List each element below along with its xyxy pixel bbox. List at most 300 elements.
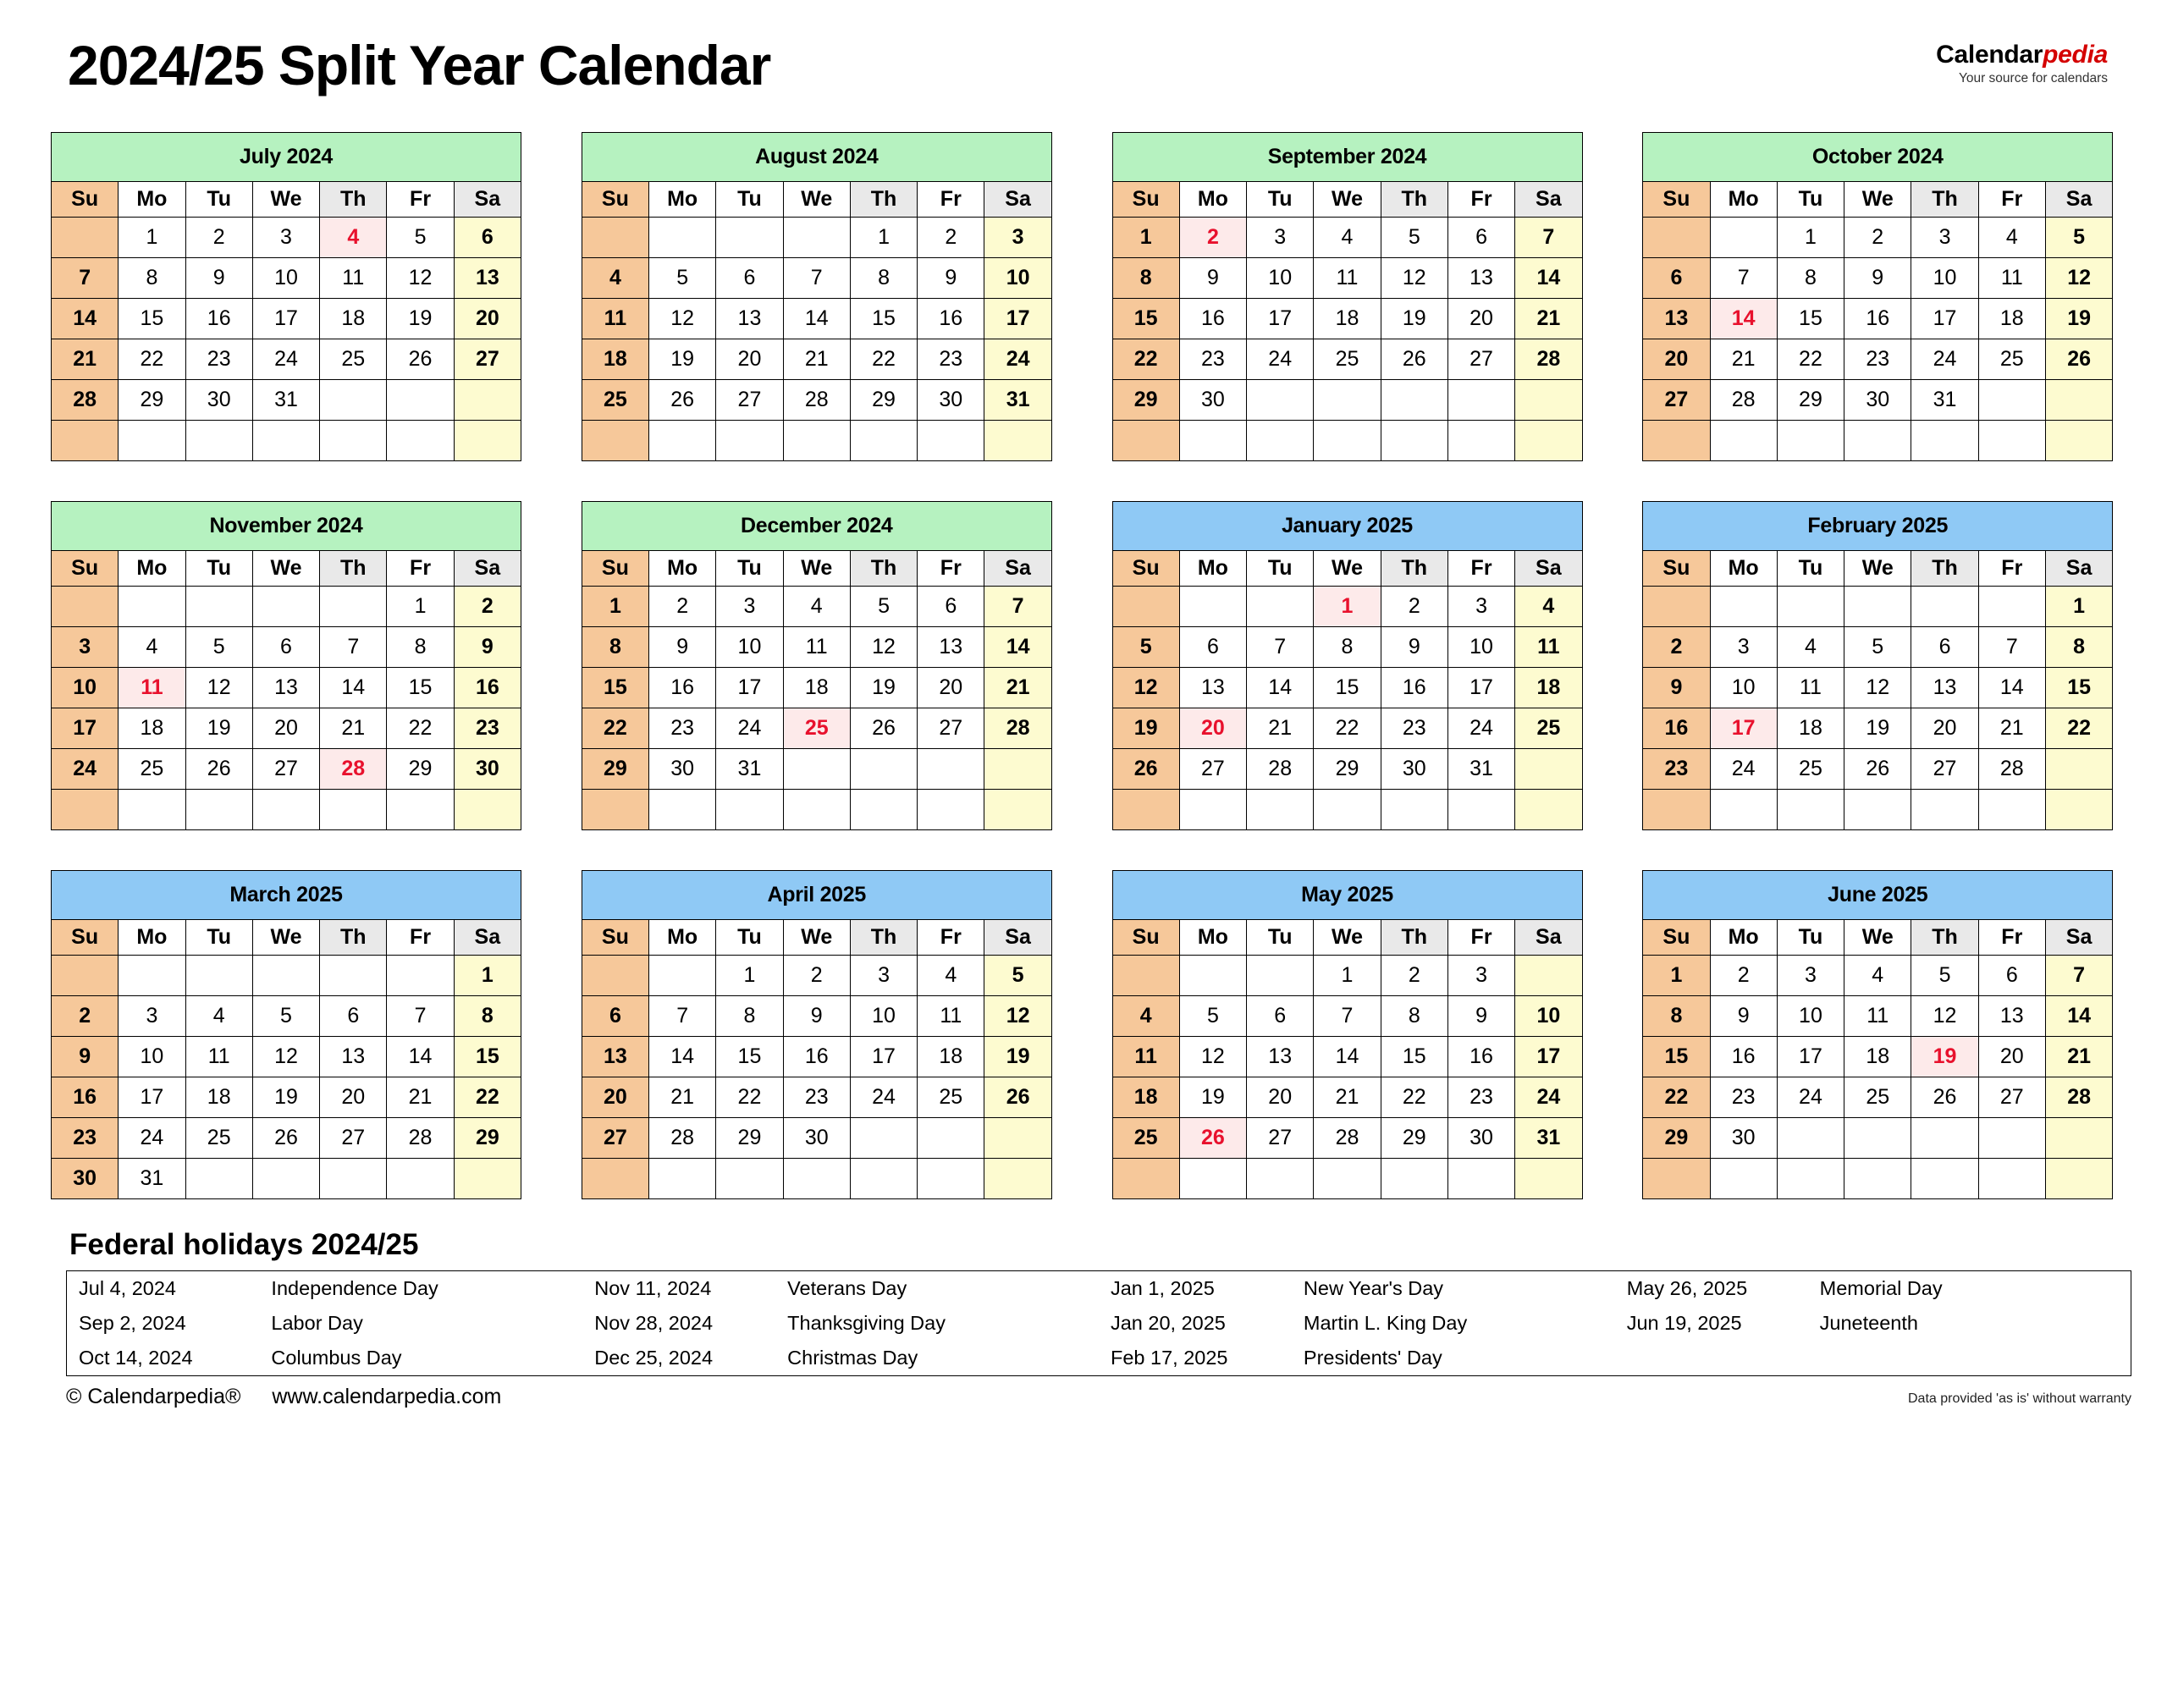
day-cell[interactable]: 18 [1112,1077,1179,1118]
day-cell[interactable]: 26 [2045,339,2112,380]
day-cell[interactable]: 28 [1710,380,1777,421]
day-cell[interactable]: 7 [387,996,454,1037]
day-cell[interactable]: 3 [1447,956,1514,996]
day-cell[interactable]: 26 [1381,339,1447,380]
day-cell[interactable]: 25 [185,1118,252,1159]
day-cell[interactable]: 22 [1314,708,1381,749]
day-cell[interactable]: 10 [52,668,119,708]
day-cell[interactable]: 29 [716,1118,783,1159]
day-cell[interactable]: 10 [1447,627,1514,668]
day-cell[interactable]: 5 [1112,627,1179,668]
day-cell[interactable]: 16 [1179,299,1246,339]
day-cell[interactable]: 4 [1112,996,1179,1037]
day-cell[interactable]: 20 [320,1077,387,1118]
day-cell[interactable]: 29 [119,380,185,421]
day-cell[interactable]: 8 [454,996,521,1037]
day-cell[interactable]: 8 [582,627,648,668]
day-cell[interactable]: 3 [52,627,119,668]
day-cell[interactable]: 20 [1447,299,1514,339]
day-cell[interactable]: 31 [1447,749,1514,790]
day-cell[interactable]: 11 [582,299,648,339]
day-cell[interactable]: 1 [1112,218,1179,258]
day-cell[interactable]: 10 [1911,258,1978,299]
day-cell[interactable]: 12 [2045,258,2112,299]
day-cell[interactable]: 31 [984,380,1051,421]
day-cell[interactable]: 9 [1179,258,1246,299]
day-cell[interactable]: 16 [783,1037,850,1077]
day-cell[interactable]: 6 [582,996,648,1037]
day-cell[interactable]: 16 [185,299,252,339]
day-cell[interactable]: 18 [185,1077,252,1118]
day-cell[interactable]: 21 [1515,299,1582,339]
day-cell[interactable]: 20 [1643,339,1710,380]
day-cell[interactable]: 25 [1112,1118,1179,1159]
day-cell[interactable]: 2 [1643,627,1710,668]
day-cell[interactable]: 17 [1911,299,1978,339]
day-cell[interactable]: 10 [119,1037,185,1077]
day-cell[interactable]: 5 [2045,218,2112,258]
day-cell[interactable]: 4 [1978,218,2045,258]
day-cell[interactable]: 1 [2045,587,2112,627]
day-cell[interactable]: 2 [1844,218,1911,258]
day-cell[interactable]: 6 [1643,258,1710,299]
day-cell[interactable]: 26 [1911,1077,1978,1118]
day-cell[interactable]: 10 [1710,668,1777,708]
day-cell[interactable]: 22 [454,1077,521,1118]
day-cell[interactable]: 23 [918,339,984,380]
day-cell[interactable]: 27 [1179,749,1246,790]
day-cell[interactable]: 14 [1247,668,1314,708]
day-cell[interactable]: 8 [1643,996,1710,1037]
day-cell[interactable]: 20 [716,339,783,380]
day-cell[interactable]: 26 [185,749,252,790]
day-cell[interactable]: 30 [649,749,716,790]
day-cell[interactable]: 14 [649,1037,716,1077]
day-cell[interactable]: 27 [320,1118,387,1159]
day-cell[interactable]: 3 [1777,956,1844,996]
day-cell[interactable]: 18 [582,339,648,380]
day-cell[interactable]: 8 [1381,996,1447,1037]
day-cell[interactable]: 14 [1978,668,2045,708]
day-cell[interactable]: 4 [1844,956,1911,996]
day-cell[interactable]: 29 [1381,1118,1447,1159]
day-cell[interactable]: 28 [320,749,387,790]
day-cell[interactable]: 27 [1247,1118,1314,1159]
day-cell[interactable]: 14 [2045,996,2112,1037]
day-cell[interactable]: 13 [1179,668,1246,708]
day-cell[interactable]: 28 [1314,1118,1381,1159]
day-cell[interactable]: 25 [1777,749,1844,790]
day-cell[interactable]: 3 [1247,218,1314,258]
day-cell[interactable]: 12 [185,668,252,708]
day-cell[interactable]: 7 [1978,627,2045,668]
day-cell[interactable]: 12 [1844,668,1911,708]
day-cell[interactable]: 5 [1179,996,1246,1037]
day-cell[interactable]: 2 [918,218,984,258]
day-cell[interactable]: 23 [1710,1077,1777,1118]
day-cell[interactable]: 9 [454,627,521,668]
day-cell[interactable]: 6 [454,218,521,258]
day-cell[interactable]: 23 [1179,339,1246,380]
day-cell[interactable]: 10 [252,258,319,299]
day-cell[interactable]: 27 [918,708,984,749]
day-cell[interactable]: 19 [1179,1077,1246,1118]
day-cell[interactable]: 5 [185,627,252,668]
day-cell[interactable]: 13 [1911,668,1978,708]
day-cell[interactable]: 6 [918,587,984,627]
day-cell[interactable]: 14 [1314,1037,1381,1077]
day-cell[interactable]: 29 [387,749,454,790]
day-cell[interactable]: 24 [1777,1077,1844,1118]
day-cell[interactable]: 12 [387,258,454,299]
day-cell[interactable]: 12 [1179,1037,1246,1077]
day-cell[interactable]: 29 [582,749,648,790]
day-cell[interactable]: 30 [1179,380,1246,421]
day-cell[interactable]: 7 [1247,627,1314,668]
day-cell[interactable]: 21 [387,1077,454,1118]
day-cell[interactable]: 28 [984,708,1051,749]
day-cell[interactable]: 6 [1978,956,2045,996]
day-cell[interactable]: 6 [1911,627,1978,668]
day-cell[interactable]: 2 [649,587,716,627]
day-cell[interactable]: 18 [918,1037,984,1077]
day-cell[interactable]: 8 [1314,627,1381,668]
day-cell[interactable]: 29 [850,380,917,421]
day-cell[interactable]: 4 [582,258,648,299]
day-cell[interactable]: 20 [252,708,319,749]
day-cell[interactable]: 25 [1515,708,1582,749]
day-cell[interactable]: 9 [1844,258,1911,299]
day-cell[interactable]: 28 [1515,339,1582,380]
day-cell[interactable]: 31 [716,749,783,790]
day-cell[interactable]: 9 [1710,996,1777,1037]
day-cell[interactable]: 22 [1112,339,1179,380]
day-cell[interactable]: 11 [1978,258,2045,299]
day-cell[interactable]: 18 [1978,299,2045,339]
day-cell[interactable]: 2 [1381,956,1447,996]
day-cell[interactable]: 20 [918,668,984,708]
day-cell[interactable]: 28 [1978,749,2045,790]
day-cell[interactable]: 26 [649,380,716,421]
day-cell[interactable]: 24 [1710,749,1777,790]
day-cell[interactable]: 4 [1314,218,1381,258]
day-cell[interactable]: 9 [185,258,252,299]
day-cell[interactable]: 25 [1844,1077,1911,1118]
day-cell[interactable]: 3 [119,996,185,1037]
day-cell[interactable]: 4 [1515,587,1582,627]
day-cell[interactable]: 23 [649,708,716,749]
day-cell[interactable]: 15 [119,299,185,339]
day-cell[interactable]: 5 [1381,218,1447,258]
day-cell[interactable]: 5 [387,218,454,258]
day-cell[interactable]: 2 [52,996,119,1037]
day-cell[interactable]: 1 [1314,956,1381,996]
day-cell[interactable]: 4 [1777,627,1844,668]
day-cell[interactable]: 1 [850,218,917,258]
day-cell[interactable]: 20 [1911,708,1978,749]
day-cell[interactable]: 22 [582,708,648,749]
day-cell[interactable]: 27 [252,749,319,790]
day-cell[interactable]: 9 [918,258,984,299]
day-cell[interactable]: 26 [1844,749,1911,790]
day-cell[interactable]: 17 [1710,708,1777,749]
day-cell[interactable]: 28 [52,380,119,421]
day-cell[interactable]: 7 [2045,956,2112,996]
day-cell[interactable]: 13 [454,258,521,299]
day-cell[interactable]: 2 [783,956,850,996]
day-cell[interactable]: 11 [1777,668,1844,708]
day-cell[interactable]: 1 [1314,587,1381,627]
day-cell[interactable]: 30 [1381,749,1447,790]
day-cell[interactable]: 22 [1777,339,1844,380]
day-cell[interactable]: 28 [783,380,850,421]
day-cell[interactable]: 28 [1247,749,1314,790]
day-cell[interactable]: 23 [52,1118,119,1159]
day-cell[interactable]: 22 [1381,1077,1447,1118]
day-cell[interactable]: 20 [1179,708,1246,749]
day-cell[interactable]: 16 [1381,668,1447,708]
day-cell[interactable]: 22 [119,339,185,380]
day-cell[interactable]: 24 [850,1077,917,1118]
day-cell[interactable]: 15 [454,1037,521,1077]
day-cell[interactable]: 7 [649,996,716,1037]
day-cell[interactable]: 18 [320,299,387,339]
day-cell[interactable]: 30 [1844,380,1911,421]
day-cell[interactable]: 9 [649,627,716,668]
day-cell[interactable]: 14 [387,1037,454,1077]
day-cell[interactable]: 31 [119,1159,185,1199]
day-cell[interactable]: 11 [1112,1037,1179,1077]
day-cell[interactable]: 1 [1643,956,1710,996]
day-cell[interactable]: 9 [1381,627,1447,668]
day-cell[interactable]: 2 [1381,587,1447,627]
day-cell[interactable]: 16 [454,668,521,708]
day-cell[interactable]: 26 [387,339,454,380]
day-cell[interactable]: 19 [649,339,716,380]
day-cell[interactable]: 6 [1247,996,1314,1037]
day-cell[interactable]: 25 [783,708,850,749]
day-cell[interactable]: 24 [119,1118,185,1159]
day-cell[interactable]: 15 [1314,668,1381,708]
day-cell[interactable]: 16 [1844,299,1911,339]
day-cell[interactable]: 21 [320,708,387,749]
day-cell[interactable]: 29 [1643,1118,1710,1159]
day-cell[interactable]: 19 [850,668,917,708]
day-cell[interactable]: 14 [1515,258,1582,299]
day-cell[interactable]: 6 [716,258,783,299]
day-cell[interactable]: 25 [918,1077,984,1118]
day-cell[interactable]: 19 [1381,299,1447,339]
day-cell[interactable]: 11 [119,668,185,708]
day-cell[interactable]: 1 [1777,218,1844,258]
day-cell[interactable]: 27 [1978,1077,2045,1118]
website-link[interactable]: www.calendarpedia.com [272,1385,502,1408]
day-cell[interactable]: 22 [1643,1077,1710,1118]
day-cell[interactable]: 20 [1247,1077,1314,1118]
day-cell[interactable]: 15 [1643,1037,1710,1077]
day-cell[interactable]: 17 [1515,1037,1582,1077]
day-cell[interactable]: 8 [850,258,917,299]
day-cell[interactable]: 21 [984,668,1051,708]
day-cell[interactable]: 17 [1777,1037,1844,1077]
day-cell[interactable]: 25 [320,339,387,380]
day-cell[interactable]: 28 [649,1118,716,1159]
day-cell[interactable]: 6 [1447,218,1514,258]
day-cell[interactable]: 16 [649,668,716,708]
day-cell[interactable]: 13 [1447,258,1514,299]
day-cell[interactable]: 11 [783,627,850,668]
day-cell[interactable]: 8 [1112,258,1179,299]
day-cell[interactable]: 19 [984,1037,1051,1077]
day-cell[interactable]: 11 [320,258,387,299]
day-cell[interactable]: 11 [918,996,984,1037]
day-cell[interactable]: 17 [716,668,783,708]
day-cell[interactable]: 1 [582,587,648,627]
day-cell[interactable]: 12 [1381,258,1447,299]
day-cell[interactable]: 28 [2045,1077,2112,1118]
day-cell[interactable]: 24 [984,339,1051,380]
day-cell[interactable]: 17 [119,1077,185,1118]
day-cell[interactable]: 19 [1911,1037,1978,1077]
day-cell[interactable]: 8 [716,996,783,1037]
day-cell[interactable]: 25 [1978,339,2045,380]
day-cell[interactable]: 13 [582,1037,648,1077]
day-cell[interactable]: 29 [1112,380,1179,421]
day-cell[interactable]: 13 [1978,996,2045,1037]
day-cell[interactable]: 2 [454,587,521,627]
day-cell[interactable]: 11 [1314,258,1381,299]
day-cell[interactable]: 12 [649,299,716,339]
day-cell[interactable]: 16 [1447,1037,1514,1077]
day-cell[interactable]: 22 [850,339,917,380]
day-cell[interactable]: 27 [1643,380,1710,421]
day-cell[interactable]: 2 [185,218,252,258]
day-cell[interactable]: 25 [1314,339,1381,380]
day-cell[interactable]: 6 [1179,627,1246,668]
day-cell[interactable]: 23 [1381,708,1447,749]
day-cell[interactable]: 17 [1447,668,1514,708]
day-cell[interactable]: 27 [716,380,783,421]
day-cell[interactable]: 4 [918,956,984,996]
day-cell[interactable]: 7 [1710,258,1777,299]
day-cell[interactable]: 18 [1314,299,1381,339]
day-cell[interactable]: 15 [387,668,454,708]
day-cell[interactable]: 9 [1643,668,1710,708]
day-cell[interactable]: 22 [2045,708,2112,749]
day-cell[interactable]: 30 [783,1118,850,1159]
day-cell[interactable]: 10 [850,996,917,1037]
day-cell[interactable]: 5 [850,587,917,627]
day-cell[interactable]: 1 [387,587,454,627]
day-cell[interactable]: 15 [1112,299,1179,339]
day-cell[interactable]: 3 [252,218,319,258]
day-cell[interactable]: 4 [185,996,252,1037]
day-cell[interactable]: 13 [320,1037,387,1077]
day-cell[interactable]: 18 [1515,668,1582,708]
day-cell[interactable]: 10 [1247,258,1314,299]
day-cell[interactable]: 16 [1643,708,1710,749]
day-cell[interactable]: 10 [716,627,783,668]
day-cell[interactable]: 2 [1710,956,1777,996]
day-cell[interactable]: 13 [252,668,319,708]
day-cell[interactable]: 21 [2045,1037,2112,1077]
day-cell[interactable]: 13 [918,627,984,668]
day-cell[interactable]: 13 [716,299,783,339]
day-cell[interactable]: 20 [1978,1037,2045,1077]
day-cell[interactable]: 23 [1844,339,1911,380]
day-cell[interactable]: 25 [582,380,648,421]
day-cell[interactable]: 23 [1447,1077,1514,1118]
day-cell[interactable]: 19 [1112,708,1179,749]
day-cell[interactable]: 16 [52,1077,119,1118]
day-cell[interactable]: 18 [1844,1037,1911,1077]
day-cell[interactable]: 30 [918,380,984,421]
day-cell[interactable]: 7 [1314,996,1381,1037]
day-cell[interactable]: 19 [1844,708,1911,749]
day-cell[interactable]: 18 [119,708,185,749]
day-cell[interactable]: 17 [252,299,319,339]
day-cell[interactable]: 18 [783,668,850,708]
day-cell[interactable]: 20 [582,1077,648,1118]
day-cell[interactable]: 1 [119,218,185,258]
day-cell[interactable]: 21 [1978,708,2045,749]
day-cell[interactable]: 12 [1112,668,1179,708]
day-cell[interactable]: 2 [1179,218,1246,258]
day-cell[interactable]: 30 [52,1159,119,1199]
day-cell[interactable]: 12 [1911,996,1978,1037]
day-cell[interactable]: 26 [1112,749,1179,790]
day-cell[interactable]: 16 [918,299,984,339]
day-cell[interactable]: 1 [716,956,783,996]
day-cell[interactable]: 14 [52,299,119,339]
day-cell[interactable]: 23 [454,708,521,749]
day-cell[interactable]: 24 [1515,1077,1582,1118]
day-cell[interactable]: 11 [1515,627,1582,668]
day-cell[interactable]: 31 [252,380,319,421]
day-cell[interactable]: 23 [783,1077,850,1118]
day-cell[interactable]: 9 [783,996,850,1037]
day-cell[interactable]: 26 [1179,1118,1246,1159]
day-cell[interactable]: 7 [320,627,387,668]
day-cell[interactable]: 17 [52,708,119,749]
day-cell[interactable]: 17 [984,299,1051,339]
day-cell[interactable]: 30 [185,380,252,421]
day-cell[interactable]: 14 [984,627,1051,668]
day-cell[interactable]: 5 [1844,627,1911,668]
day-cell[interactable]: 3 [850,956,917,996]
day-cell[interactable]: 24 [52,749,119,790]
day-cell[interactable]: 25 [119,749,185,790]
day-cell[interactable]: 12 [850,627,917,668]
day-cell[interactable]: 21 [783,339,850,380]
day-cell[interactable]: 8 [119,258,185,299]
day-cell[interactable]: 8 [1777,258,1844,299]
day-cell[interactable]: 11 [185,1037,252,1077]
day-cell[interactable]: 24 [252,339,319,380]
day-cell[interactable]: 29 [1777,380,1844,421]
day-cell[interactable]: 22 [716,1077,783,1118]
day-cell[interactable]: 3 [1911,218,1978,258]
day-cell[interactable]: 27 [582,1118,648,1159]
day-cell[interactable]: 27 [1447,339,1514,380]
day-cell[interactable]: 10 [984,258,1051,299]
day-cell[interactable]: 21 [52,339,119,380]
day-cell[interactable]: 26 [850,708,917,749]
day-cell[interactable]: 10 [1777,996,1844,1037]
day-cell[interactable]: 21 [1314,1077,1381,1118]
day-cell[interactable]: 12 [252,1037,319,1077]
day-cell[interactable]: 12 [984,996,1051,1037]
